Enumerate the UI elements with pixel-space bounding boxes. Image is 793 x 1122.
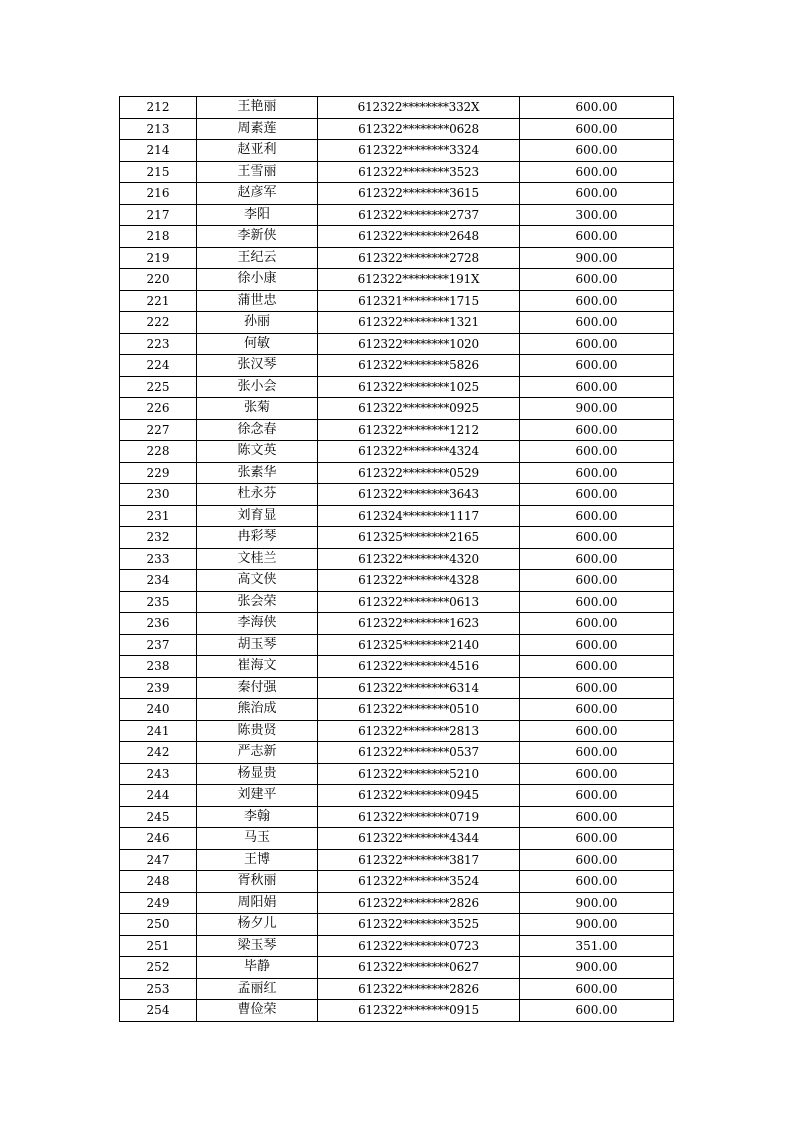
- id-number-cell: 612322********0915: [318, 1000, 520, 1022]
- table-row: [120, 484, 674, 506]
- subsidy-table: [119, 96, 674, 1022]
- table-row: [120, 828, 674, 850]
- amount-cell: 600.00: [520, 570, 674, 592]
- name-cell: 徐小康: [197, 269, 318, 291]
- amount-cell: 600.00: [520, 978, 674, 1000]
- amount-cell: 600.00: [520, 484, 674, 506]
- id-number-cell: 612322********6314: [318, 677, 520, 699]
- name-cell: 秦付强: [197, 677, 318, 699]
- table-row: [120, 247, 674, 269]
- name-cell: 杨夕儿: [197, 914, 318, 936]
- table-row: [120, 742, 674, 764]
- id-number-cell: 612322********0510: [318, 699, 520, 721]
- table-row: [120, 548, 674, 570]
- amount-cell: 600.00: [520, 763, 674, 785]
- table-row: [120, 376, 674, 398]
- amount-cell: 600.00: [520, 613, 674, 635]
- id-number-cell: 612322********0537: [318, 742, 520, 764]
- amount-cell: 600.00: [520, 871, 674, 893]
- table-row: [120, 591, 674, 613]
- table-row: [120, 398, 674, 420]
- name-cell: 赵亚利: [197, 140, 318, 162]
- id-number-cell: 612322********1025: [318, 376, 520, 398]
- amount-cell: 351.00: [520, 935, 674, 957]
- amount-cell: 600.00: [520, 419, 674, 441]
- name-cell: 毕静: [197, 957, 318, 979]
- id-number-cell: 612322********4324: [318, 441, 520, 463]
- id-number-cell: 612322********0613: [318, 591, 520, 613]
- row-number-cell: 238: [120, 656, 197, 678]
- id-number-cell: 612324********1117: [318, 505, 520, 527]
- name-cell: 张汉琴: [197, 355, 318, 377]
- id-number-cell: 612322********3643: [318, 484, 520, 506]
- id-number-cell: 612322********4516: [318, 656, 520, 678]
- table-row: [120, 656, 674, 678]
- row-number-cell: 217: [120, 204, 197, 226]
- table-row: [120, 97, 674, 119]
- table-row: [120, 312, 674, 334]
- table-row: [120, 634, 674, 656]
- name-cell: 马玉: [197, 828, 318, 850]
- table-row: [120, 333, 674, 355]
- table-row: [120, 720, 674, 742]
- name-cell: 严志新: [197, 742, 318, 764]
- name-cell: 曹俭荣: [197, 1000, 318, 1022]
- table-row: [120, 570, 674, 592]
- name-cell: 刘建平: [197, 785, 318, 807]
- row-number-cell: 227: [120, 419, 197, 441]
- row-number-cell: 240: [120, 699, 197, 721]
- amount-cell: 900.00: [520, 957, 674, 979]
- id-number-cell: 612322********0627: [318, 957, 520, 979]
- row-number-cell: 219: [120, 247, 197, 269]
- id-number-cell: 612322********0628: [318, 118, 520, 140]
- name-cell: 孙丽: [197, 312, 318, 334]
- table-row: [120, 1000, 674, 1022]
- id-number-cell: 612322********3324: [318, 140, 520, 162]
- table-row: [120, 226, 674, 248]
- row-number-cell: 248: [120, 871, 197, 893]
- row-number-cell: 225: [120, 376, 197, 398]
- id-number-cell: 612322********0945: [318, 785, 520, 807]
- amount-cell: 600.00: [520, 333, 674, 355]
- table-row: [120, 269, 674, 291]
- row-number-cell: 226: [120, 398, 197, 420]
- row-number-cell: 243: [120, 763, 197, 785]
- amount-cell: 900.00: [520, 914, 674, 936]
- name-cell: 胥秋丽: [197, 871, 318, 893]
- amount-cell: 300.00: [520, 204, 674, 226]
- table-row: [120, 785, 674, 807]
- amount-cell: 600.00: [520, 355, 674, 377]
- name-cell: 刘育显: [197, 505, 318, 527]
- table-row: [120, 849, 674, 871]
- table-row: [120, 763, 674, 785]
- id-number-cell: 612322********0529: [318, 462, 520, 484]
- row-number-cell: 233: [120, 548, 197, 570]
- name-cell: 何敏: [197, 333, 318, 355]
- row-number-cell: 242: [120, 742, 197, 764]
- id-number-cell: 612322********2737: [318, 204, 520, 226]
- row-number-cell: 231: [120, 505, 197, 527]
- amount-cell: 900.00: [520, 398, 674, 420]
- row-number-cell: 251: [120, 935, 197, 957]
- row-number-cell: 228: [120, 441, 197, 463]
- id-number-cell: 612322********1623: [318, 613, 520, 635]
- row-number-cell: 221: [120, 290, 197, 312]
- table-row: [120, 204, 674, 226]
- row-number-cell: 232: [120, 527, 197, 549]
- amount-cell: 600.00: [520, 312, 674, 334]
- row-number-cell: 237: [120, 634, 197, 656]
- table-row: [120, 161, 674, 183]
- amount-cell: 600.00: [520, 591, 674, 613]
- table-row: [120, 699, 674, 721]
- name-cell: 文桂兰: [197, 548, 318, 570]
- amount-cell: 600.00: [520, 634, 674, 656]
- table-row: [120, 441, 674, 463]
- id-number-cell: 612322********4328: [318, 570, 520, 592]
- row-number-cell: 234: [120, 570, 197, 592]
- name-cell: 王雪丽: [197, 161, 318, 183]
- name-cell: 高文侠: [197, 570, 318, 592]
- name-cell: 李海侠: [197, 613, 318, 635]
- id-number-cell: 612322********1321: [318, 312, 520, 334]
- name-cell: 李新侠: [197, 226, 318, 248]
- amount-cell: 900.00: [520, 892, 674, 914]
- row-number-cell: 250: [120, 914, 197, 936]
- row-number-cell: 252: [120, 957, 197, 979]
- name-cell: 张素华: [197, 462, 318, 484]
- id-number-cell: 612322********5210: [318, 763, 520, 785]
- amount-cell: 600.00: [520, 677, 674, 699]
- amount-cell: 600.00: [520, 183, 674, 205]
- row-number-cell: 247: [120, 849, 197, 871]
- id-number-cell: 612322********2648: [318, 226, 520, 248]
- table-row: [120, 140, 674, 162]
- id-number-cell: 612322********2728: [318, 247, 520, 269]
- row-number-cell: 229: [120, 462, 197, 484]
- id-number-cell: 612322********3525: [318, 914, 520, 936]
- id-number-cell: 612322********4320: [318, 548, 520, 570]
- amount-cell: 600.00: [520, 527, 674, 549]
- table-row: [120, 527, 674, 549]
- row-number-cell: 230: [120, 484, 197, 506]
- name-cell: 张会荣: [197, 591, 318, 613]
- name-cell: 王艳丽: [197, 97, 318, 119]
- name-cell: 张小会: [197, 376, 318, 398]
- name-cell: 胡玉琴: [197, 634, 318, 656]
- id-number-cell: 612322********3523: [318, 161, 520, 183]
- id-number-cell: 612322********4344: [318, 828, 520, 850]
- table-row: [120, 118, 674, 140]
- amount-cell: 900.00: [520, 247, 674, 269]
- name-cell: 李翰: [197, 806, 318, 828]
- table-row: [120, 914, 674, 936]
- id-number-cell: 612322********3524: [318, 871, 520, 893]
- table-row: [120, 462, 674, 484]
- amount-cell: 600.00: [520, 1000, 674, 1022]
- amount-cell: 600.00: [520, 290, 674, 312]
- row-number-cell: 220: [120, 269, 197, 291]
- name-cell: 周素莲: [197, 118, 318, 140]
- name-cell: 王博: [197, 849, 318, 871]
- table-row: [120, 871, 674, 893]
- amount-cell: 600.00: [520, 720, 674, 742]
- row-number-cell: 254: [120, 1000, 197, 1022]
- id-number-cell: 612322********2813: [318, 720, 520, 742]
- name-cell: 王纪云: [197, 247, 318, 269]
- id-number-cell: 612325********2140: [318, 634, 520, 656]
- row-number-cell: 218: [120, 226, 197, 248]
- row-number-cell: 244: [120, 785, 197, 807]
- table-row: [120, 613, 674, 635]
- row-number-cell: 215: [120, 161, 197, 183]
- id-number-cell: 612322********1212: [318, 419, 520, 441]
- name-cell: 李阳: [197, 204, 318, 226]
- amount-cell: 600.00: [520, 742, 674, 764]
- amount-cell: 600.00: [520, 441, 674, 463]
- row-number-cell: 236: [120, 613, 197, 635]
- amount-cell: 600.00: [520, 269, 674, 291]
- amount-cell: 600.00: [520, 785, 674, 807]
- row-number-cell: 212: [120, 97, 197, 119]
- row-number-cell: 253: [120, 978, 197, 1000]
- amount-cell: 600.00: [520, 699, 674, 721]
- id-number-cell: 612322********191X: [318, 269, 520, 291]
- table-row: [120, 892, 674, 914]
- name-cell: 陈文英: [197, 441, 318, 463]
- row-number-cell: 214: [120, 140, 197, 162]
- name-cell: 徐念春: [197, 419, 318, 441]
- row-number-cell: 239: [120, 677, 197, 699]
- name-cell: 冉彩琴: [197, 527, 318, 549]
- name-cell: 赵彦军: [197, 183, 318, 205]
- name-cell: 杨显贵: [197, 763, 318, 785]
- name-cell: 周阳娟: [197, 892, 318, 914]
- id-number-cell: 612322********3615: [318, 183, 520, 205]
- table-row: [120, 806, 674, 828]
- name-cell: 张菊: [197, 398, 318, 420]
- row-number-cell: 216: [120, 183, 197, 205]
- amount-cell: 600.00: [520, 376, 674, 398]
- row-number-cell: 223: [120, 333, 197, 355]
- row-number-cell: 222: [120, 312, 197, 334]
- table-row: [120, 419, 674, 441]
- amount-cell: 600.00: [520, 140, 674, 162]
- table-row: [120, 355, 674, 377]
- id-number-cell: 612322********0925: [318, 398, 520, 420]
- amount-cell: 600.00: [520, 828, 674, 850]
- id-number-cell: 612322********5826: [318, 355, 520, 377]
- name-cell: 杜永芬: [197, 484, 318, 506]
- row-number-cell: 246: [120, 828, 197, 850]
- table-row: [120, 978, 674, 1000]
- row-number-cell: 213: [120, 118, 197, 140]
- name-cell: 陈贵贤: [197, 720, 318, 742]
- id-number-cell: 612325********2165: [318, 527, 520, 549]
- table-row: [120, 935, 674, 957]
- name-cell: 梁玉琴: [197, 935, 318, 957]
- amount-cell: 600.00: [520, 462, 674, 484]
- id-number-cell: 612322********1020: [318, 333, 520, 355]
- amount-cell: 600.00: [520, 656, 674, 678]
- amount-cell: 600.00: [520, 548, 674, 570]
- amount-cell: 600.00: [520, 505, 674, 527]
- id-number-cell: 612322********0723: [318, 935, 520, 957]
- id-number-cell: 612322********332X: [318, 97, 520, 119]
- amount-cell: 600.00: [520, 118, 674, 140]
- table-row: [120, 677, 674, 699]
- id-number-cell: 612321********1715: [318, 290, 520, 312]
- table-body: [120, 97, 674, 1022]
- amount-cell: 600.00: [520, 161, 674, 183]
- amount-cell: 600.00: [520, 806, 674, 828]
- table-row: [120, 290, 674, 312]
- name-cell: 崔海文: [197, 656, 318, 678]
- table-row: [120, 183, 674, 205]
- name-cell: 孟丽红: [197, 978, 318, 1000]
- id-number-cell: 612322********0719: [318, 806, 520, 828]
- id-number-cell: 612322********2826: [318, 978, 520, 1000]
- row-number-cell: 249: [120, 892, 197, 914]
- id-number-cell: 612322********3817: [318, 849, 520, 871]
- amount-cell: 600.00: [520, 849, 674, 871]
- row-number-cell: 235: [120, 591, 197, 613]
- table-row: [120, 505, 674, 527]
- id-number-cell: 612322********2826: [318, 892, 520, 914]
- amount-cell: 600.00: [520, 226, 674, 248]
- row-number-cell: 245: [120, 806, 197, 828]
- table-row: [120, 957, 674, 979]
- amount-cell: 600.00: [520, 97, 674, 119]
- row-number-cell: 241: [120, 720, 197, 742]
- row-number-cell: 224: [120, 355, 197, 377]
- name-cell: 熊治成: [197, 699, 318, 721]
- name-cell: 蒲世忠: [197, 290, 318, 312]
